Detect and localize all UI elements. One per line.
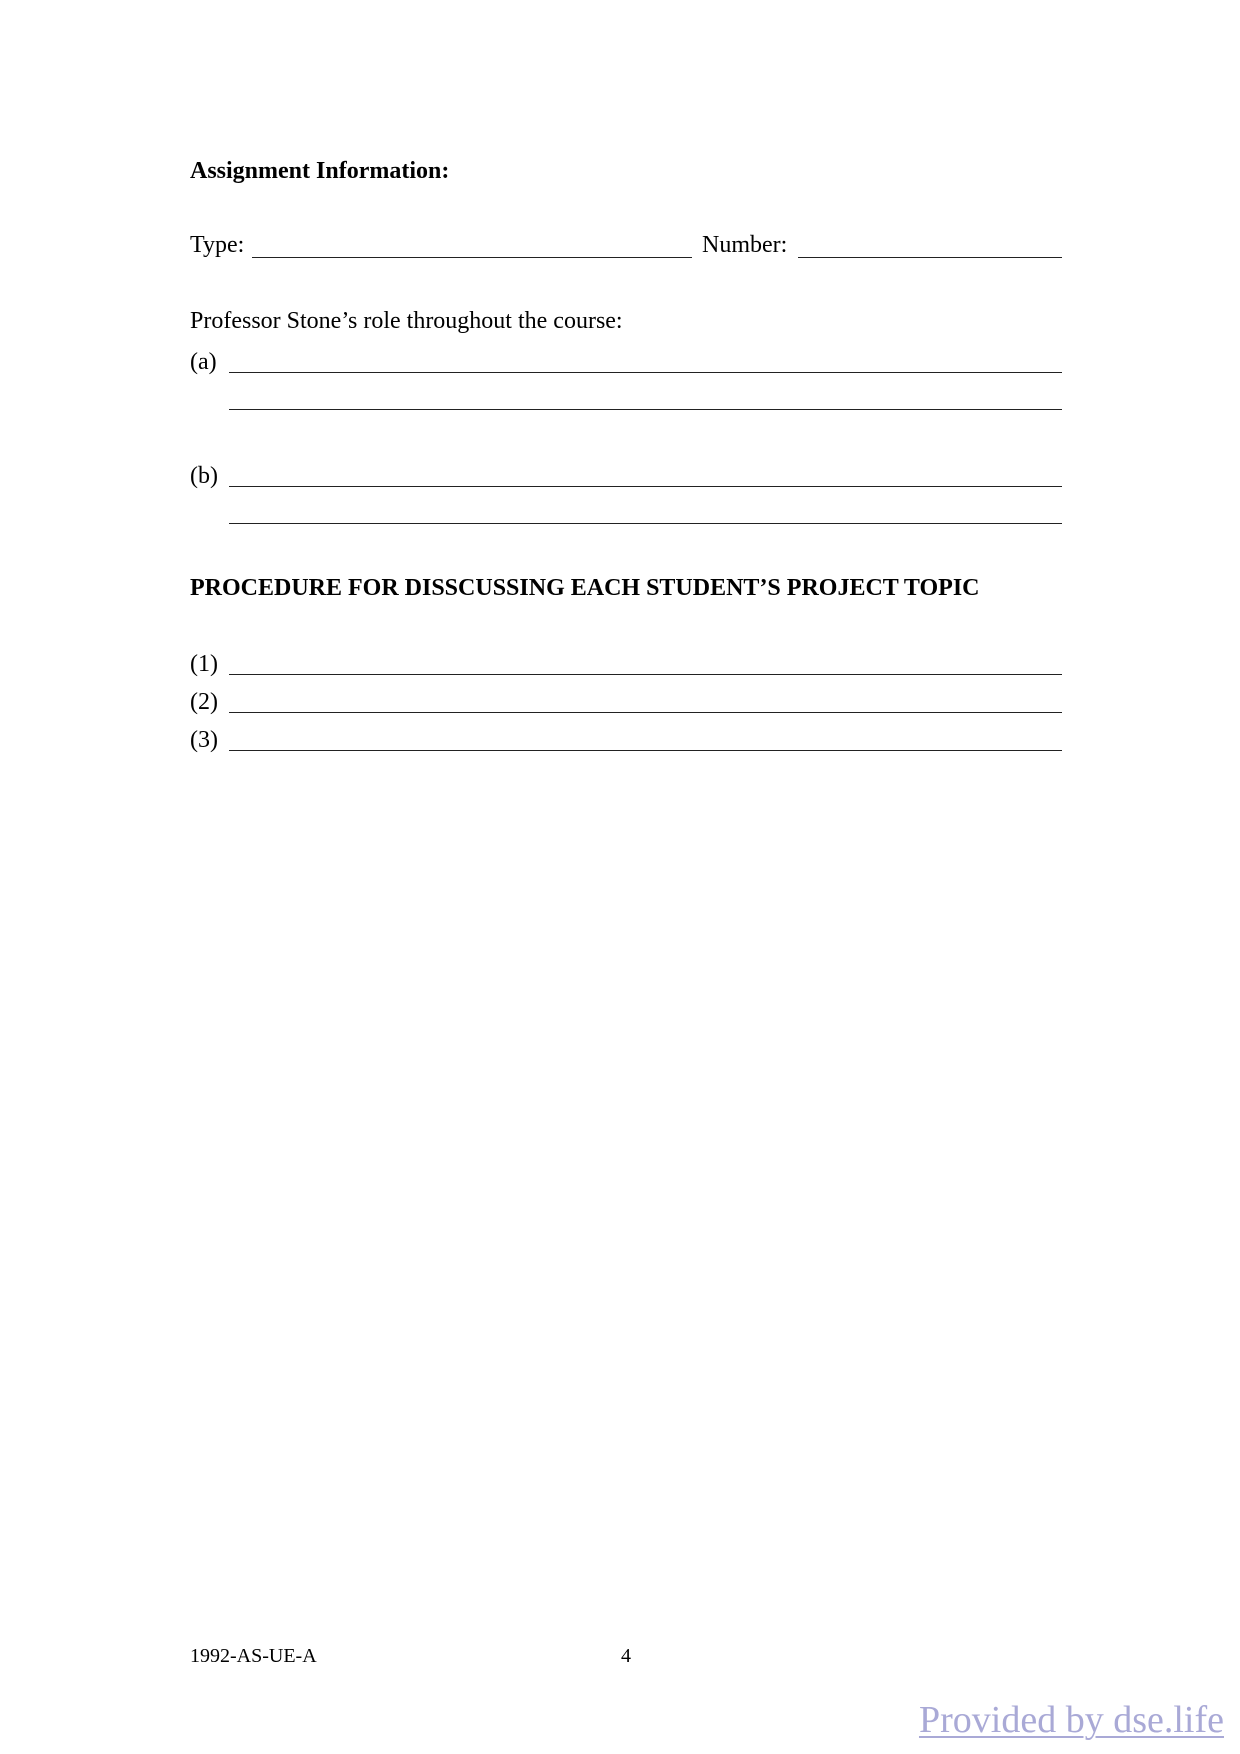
role-item-b-label: (b) — [190, 463, 218, 489]
page-number: 4 — [621, 1645, 631, 1667]
procedure-item-3-line[interactable] — [229, 750, 1062, 751]
footer-code: 1992-AS-UE-A — [190, 1645, 317, 1667]
type-blank-line[interactable] — [252, 257, 692, 258]
role-item-a-line-2[interactable] — [229, 409, 1062, 410]
type-label: Type: — [190, 232, 245, 258]
assignment-heading: Assignment Information: — [190, 158, 450, 184]
procedure-item-1-line[interactable] — [229, 674, 1062, 675]
role-prompt: Professor Stone’s role throughout the course: — [190, 308, 623, 334]
number-label: Number: — [702, 232, 788, 258]
role-item-a-label: (a) — [190, 349, 217, 375]
watermark-link[interactable]: Provided by dse.life — [918, 1699, 1224, 1741]
number-blank-line[interactable] — [798, 257, 1062, 258]
role-item-b-line-2[interactable] — [229, 523, 1062, 524]
procedure-heading: PROCEDURE FOR DISSCUSSING EACH STUDENT’S PROJECT TOPIC — [190, 575, 980, 601]
procedure-item-2-label: (2) — [190, 689, 218, 715]
procedure-item-3-label: (3) — [190, 727, 218, 753]
procedure-item-1-label: (1) — [190, 651, 218, 677]
procedure-item-2-line[interactable] — [229, 712, 1062, 713]
role-item-a-line-1[interactable] — [229, 372, 1062, 373]
role-item-b-line-1[interactable] — [229, 486, 1062, 487]
